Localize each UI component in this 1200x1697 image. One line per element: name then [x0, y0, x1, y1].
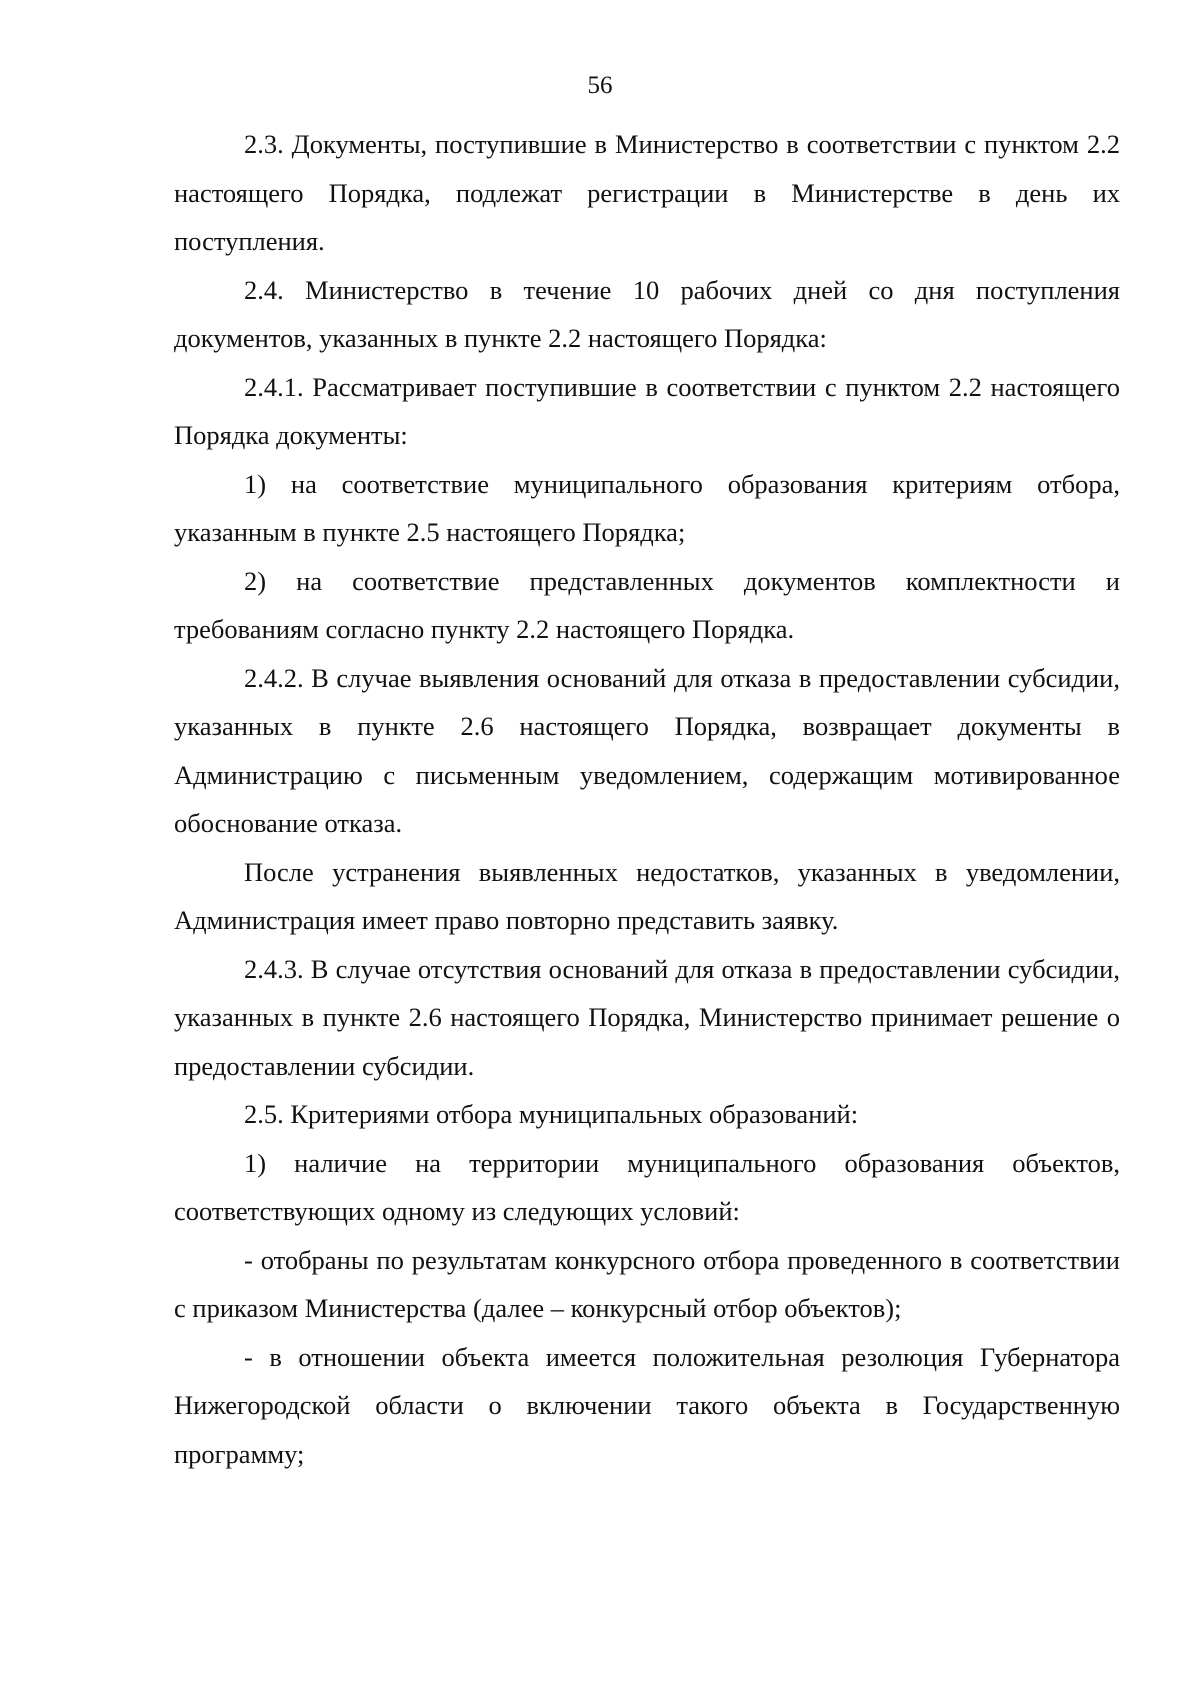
document-body [174, 120, 1120, 1478]
paragraph-condition-competitive-selection: - отобраны по результатам конкурсного отбора проведенного в соответствии с приказом Министерства (далее – конкурсный отбор объектов); [174, 1244, 1120, 1323]
paragraph-2-5: 2.5. Критериями отбора муниципальных образований: [244, 1099, 859, 1129]
paragraph-2-4-2: 2.4.2. В случае выявления оснований для отказа в предоставлении субсидии, указанных в пункте 2.6 настоящего Порядка, возвращает документы в Администрацию с письменным уведомлением, содержащим мотивированное обоснование отказа. [174, 662, 1120, 838]
paragraph-2-4-3: 2.4.3. В случае отсутствия оснований для отказа в предоставлении субсидии, указанных в пункте 2.6 настоящего Порядка, Министерство принимает решение о предоставлении субсидии. [174, 953, 1120, 1081]
paragraph-2-4-1-item-2: 2) на соответствие представленных документов комплектности и требованиям согласно пункту 2.2 настоящего Порядка. [174, 565, 1120, 644]
paragraph-2-4-1: 2.4.1. Рассматривает поступившие в соответствии с пунктом 2.2 настоящего Порядка документы: [174, 371, 1120, 450]
paragraph-resubmission: После устранения выявленных недостатков, указанных в уведомлении, Администрация имеет право повторно представить заявку. [174, 856, 1120, 935]
paragraph-2-5-item-1: 1) наличие на территории муниципального образования объектов, соответствующих одному из следующих условий: [174, 1147, 1120, 1226]
paragraph-2-3: 2.3. Документы, поступившие в Министерство в соответствии с пунктом 2.2 настоящего Порядка, подлежат регистрации в Министерстве в день их поступления. [174, 129, 1120, 256]
page-number: 56 [587, 72, 613, 99]
paragraph-condition-governor-resolution: - в отношении объекта имеется положительная резолюция Губернатора Нижегородской области о включении такого объекта в Государственную программу; [174, 1341, 1120, 1469]
paragraph-2-4-1-item-1: 1) на соответствие муниципального образования критериям отбора, указанным в пункте 2.5 настоящего Порядка; [174, 468, 1120, 547]
paragraph-2-4: 2.4. Министерство в течение 10 рабочих дней со дня поступления документов, указанных в пункте 2.2 настоящего Порядка: [174, 274, 1120, 353]
